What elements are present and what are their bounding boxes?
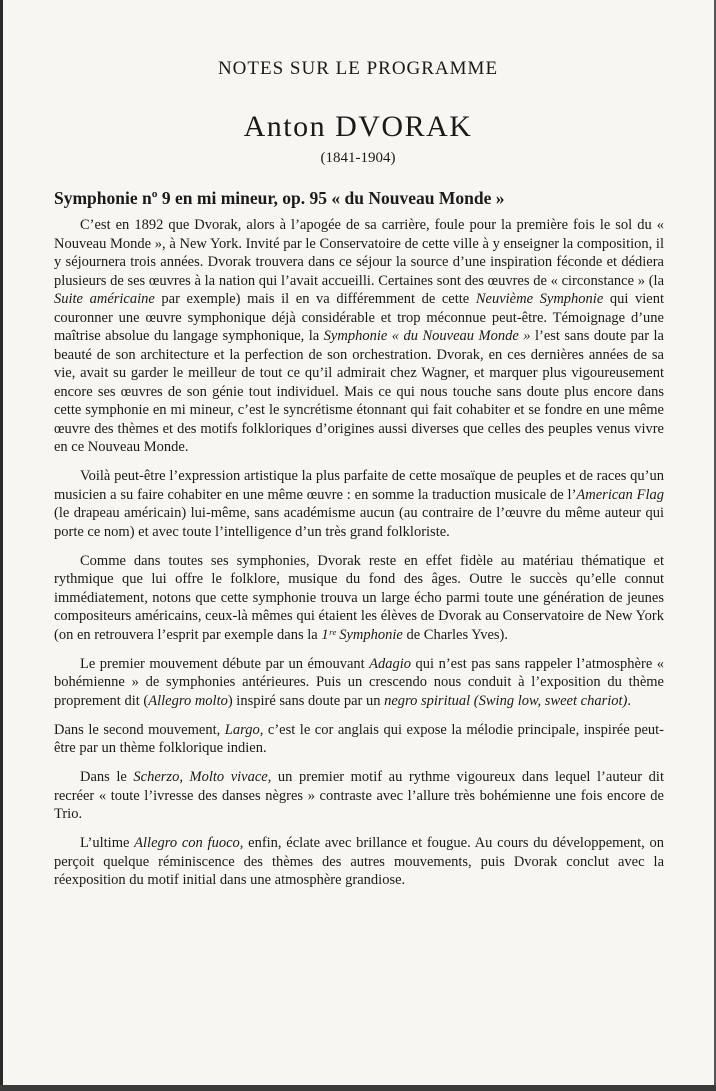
text-run: un premier motif au rythme vigoureux dans lequel l’auteur dit recréer « toute l’ivresse des danses nègres » contraste avec l’allure très bohémienne une fois encore de Trio.: [54, 769, 664, 822]
italic-run: American Flag: [576, 486, 664, 503]
text-run: enfin, éclate avec brillance et fougue. Au cours du développement, on perçoit quelque réminiscence des thèmes des autres mouvements, puis Dvorak conclut avec la réexposition du motif initial dans une atmosphère grandiose.: [54, 835, 664, 888]
italic-run: Allegro molto: [148, 692, 228, 709]
text-run: Le premier mouvement débute par un émouvant: [80, 655, 370, 672]
italic-run: Symphonie « du Nouveau Monde »: [323, 328, 531, 344]
italic-run: negro spiritual (Swing low, sweet chariot): [384, 692, 628, 709]
italic-run: Suite américaine: [54, 291, 155, 307]
italic-run: 1ʳᵉ Symphonie: [321, 626, 403, 643]
paragraph-3: [54, 552, 664, 645]
scan-bottom-edge: [0, 1085, 716, 1091]
paragraph-6: [54, 768, 664, 824]
text-run: Dans le: [80, 769, 134, 785]
text-run: de Charles Yves).: [402, 626, 508, 643]
text-run: (le drapeau américain) lui-même, sans académisme aucun (au contraire de l’œuvre du même auteur qui porte ce nom) et avec toute l’intelligence d’un très grand folkloriste.: [54, 505, 664, 540]
paragraph-7: [54, 834, 664, 890]
work-title: Symphonie nº 9 en mi mineur, op. 95 « du Nouveau Monde »: [54, 188, 505, 208]
italic-run: Allegro con fuoco,: [134, 835, 244, 851]
paragraph-1: [54, 216, 664, 457]
text-run: ) inspiré sans doute par un: [227, 692, 385, 709]
composer-name: Anton DVORAK: [243, 110, 473, 143]
text-run: c’est le cor anglais qui expose la mélodie principale, inspirée peut-être par un thème folklorique indien.: [54, 721, 664, 756]
text-run: C’est en 1892 que Dvorak, alors à l’apogée de sa carrière, foule pour la première fois le sol du « Nouveau Monde », à New York. Invité par le Conservatoire de cette ville à y enseigner la composition, il y séjournera trois années. Dvorak trouvera dans ce séjour la source d’une inspiration féconde et dédiera plusieurs de ses œuvres à la nation qui l’avait accueilli. Certaines sont des œuvres de « circonstance » (la: [54, 217, 664, 289]
text-run: l’est sans doute par la beauté de son architecture et la perfection de son orchestration. Dvorak, en ces dernières années de sa vie, avait su garder le meilleur de tout ce qu’il admirait chez Wagner, et marquer plus vigoureusement encore ses œuvres de son génie tout individuel. Mais ce qui nous touche sans doute plus encore dans cette symphonie en mi mineur, c’est le syncrétisme étonnant qui fait cohabiter et se fondre en une même œuvre des thèmes et des motifs folkloriques d’origines aussi diverses que celles des peuples venus vivre en ce Nouveau Monde.: [54, 328, 664, 455]
paragraph-2: [54, 467, 664, 541]
paragraph-5: [54, 721, 664, 758]
text-run: L’ultime: [80, 835, 135, 851]
text-run: Comme dans toutes ses symphonies, Dvorak reste en effet fidèle au matériau thématique et rythmique que lui offre le folklore, musique du fond des âges. Outre le succès qu’elle connut immédiatement, notons que cette symphonie trouva un large écho parmi toute une génération de jeunes compositeurs américains, ceux-là mêmes qui étaient les élèves de Dvorak au Conservatoire de New York (on en retrouvera l’esprit par exemple dans la: [54, 552, 664, 643]
composer-dates: (1841-1904): [320, 150, 396, 166]
paragraph-4: [54, 655, 664, 711]
notes-body: [54, 216, 664, 890]
italic-run: Largo,: [224, 721, 264, 738]
italic-run: Adagio: [369, 655, 412, 672]
text-run: Dans le second mouvement,: [54, 721, 225, 738]
text-run: qui n’est pas sans rappeler l’atmosphère « bohémienne » de symphonies antérieures. Puis un crescendo nous conduit à l’exposition du thème proprement dit (: [54, 655, 664, 709]
italic-run: Scherzo, Molto vivace,: [133, 769, 272, 785]
text-run: qui vient couronner une œuvre symphonique déjà considérable et trop méconnue peut-être. Témoignage d’une maîtrise absolue du langage symphonique, la: [54, 291, 664, 344]
text-run: Voilà peut-être l’expression artistique la plus parfaite de cette mosaïque de peuples et de races qu’un musicien a su faire cohabiter en une même œuvre : en somme la traduction musicale de l’: [54, 468, 664, 503]
text-run: par exemple) mais il en va différemment de cette: [154, 291, 476, 307]
text-run: .: [627, 692, 631, 709]
italic-run: Neuvième Symphonie: [475, 291, 604, 307]
page-header: NOTES SUR LE PROGRAMME: [217, 58, 499, 79]
